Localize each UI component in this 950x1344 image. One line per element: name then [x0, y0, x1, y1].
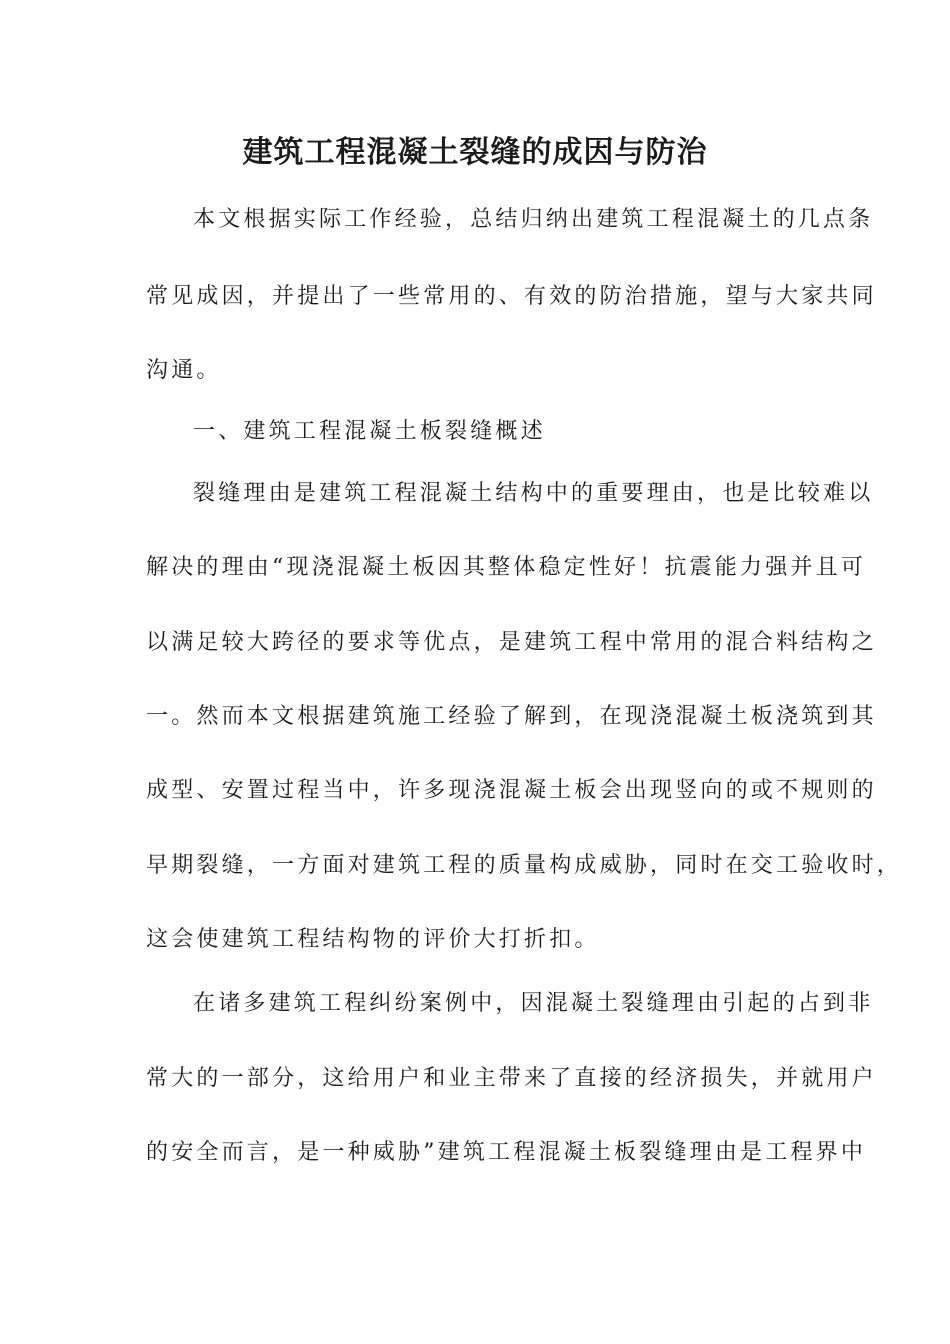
- paragraph-line: 在诸多建筑工程纠纷案例中，因混凝土裂缝理由引起的占到非: [193, 991, 874, 1016]
- paragraph-line: 早期裂缝，一方面对建筑工程的质量构成威胁，同时在交工验收时，: [146, 853, 903, 878]
- paragraph-line: 的安全而言，是一种威胁”建筑工程混凝土板裂缝理由是工程界中: [146, 1140, 867, 1165]
- paragraph-line: 一。然而本文根据建筑施工经验了解到，在现浇混凝土板浇筑到其: [146, 704, 877, 729]
- document-title: 建筑工程混凝土裂缝的成因与防治: [242, 135, 708, 170]
- paragraph-line: 沟通。: [146, 358, 222, 383]
- paragraph-line: 成型、安置过程当中，许多现浇混凝土板会出现竖向的或不规则的: [146, 778, 877, 803]
- paragraph-line: 常大的一部分，这给用户和业主带来了直接的经济损失，并就用户: [146, 1066, 877, 1091]
- section-heading: 一、建筑工程混凝土板裂缝概述: [193, 419, 546, 444]
- paragraph-line: 本文根据实际工作经验，总结归纳出建筑工程混凝土的几点条: [193, 207, 874, 232]
- paragraph-line: 解决的理由“现浇混凝土板因其整体稳定性好！抗震能力强并且可: [146, 555, 867, 580]
- paragraph-line: 裂缝理由是建筑工程混凝土结构中的重要理由，也是比较难以: [193, 481, 874, 506]
- paragraph-line: 这会使建筑工程结构物的评价大打折扣。: [146, 927, 600, 952]
- paragraph-line: 常见成因，并提出了一些常用的、有效的防治措施，望与大家共同: [146, 284, 877, 309]
- paragraph-line: 以满足较大跨径的要求等优点，是建筑工程中常用的混合料结构之: [146, 630, 877, 655]
